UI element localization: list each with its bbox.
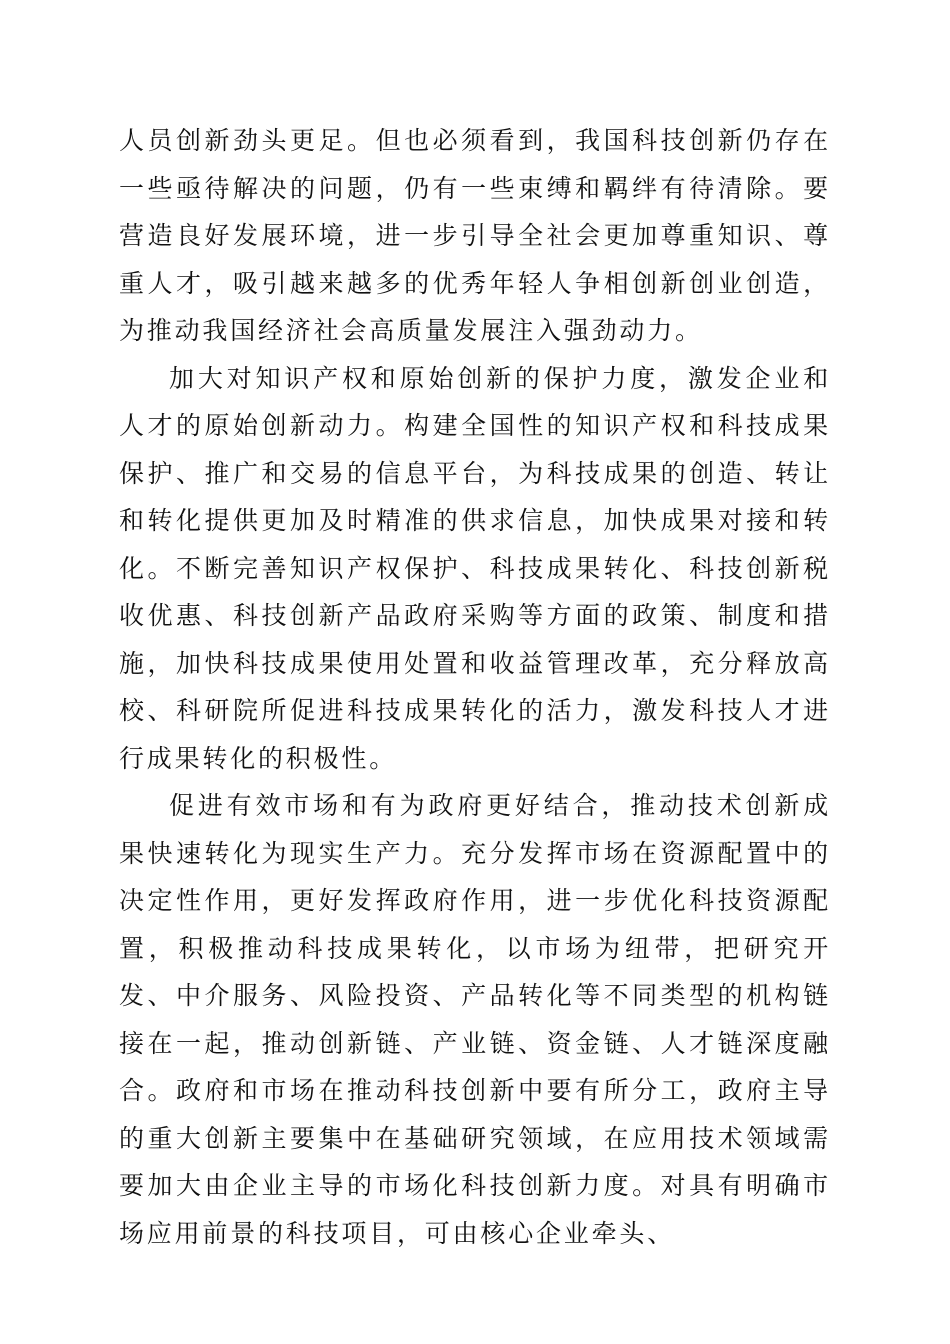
paragraph-ip-protection: 加大对知识产权和原始创新的保护力度，激发企业和人才的原始创新动力。构建全国性的知识产权和科技成果保护、推广和交易的信息平台，为科技成果的创造、转让和转化提供更加及时精准的供求信息，加快成果对接和转化。不断完善知识产权保护、科技成果转化、科技创新税收优惠、科技创新产品政府采购等方面的政策、制度和措施，加快科技成果使用处置和收益管理改革，充分释放高校、科研院所促进科技成果转化的活力，激发科技人才进行成果转化的积极性。 [119, 363, 831, 773]
document-body [119, 117, 831, 1257]
paragraph-continued: 人员创新劲头更足。但也必须看到，我国科技创新仍存在一些亟待解决的问题，仍有一些束缚和羁绊有待清除。要营造良好发展环境，进一步引导全社会更加尊重知识、尊重人才，吸引越来越多的优秀年轻人争相创新创业创造，为推动我国经济社会高质量发展注入强劲动力。 [119, 126, 831, 345]
paragraph-market-government: 促进有效市场和有为政府更好结合，推动技术创新成果快速转化为现实生产力。充分发挥市场在资源配置中的决定性作用，更好发挥政府作用，进一步优化科技资源配置，积极推动科技成果转化，以市场为纽带，把研究开发、中介服务、风险投资、产品转化等不同类型的机构链接在一起，推动创新链、产业链、资金链、人才链深度融合。政府和市场在推动科技创新中要有所分工，政府主导的重大创新主要集中在基础研究领域，在应用技术领域需要加大由企业主导的市场化科技创新力度。对具有明确市场应用前景的科技项目，可由核心企业牵头、 [119, 791, 831, 1248]
